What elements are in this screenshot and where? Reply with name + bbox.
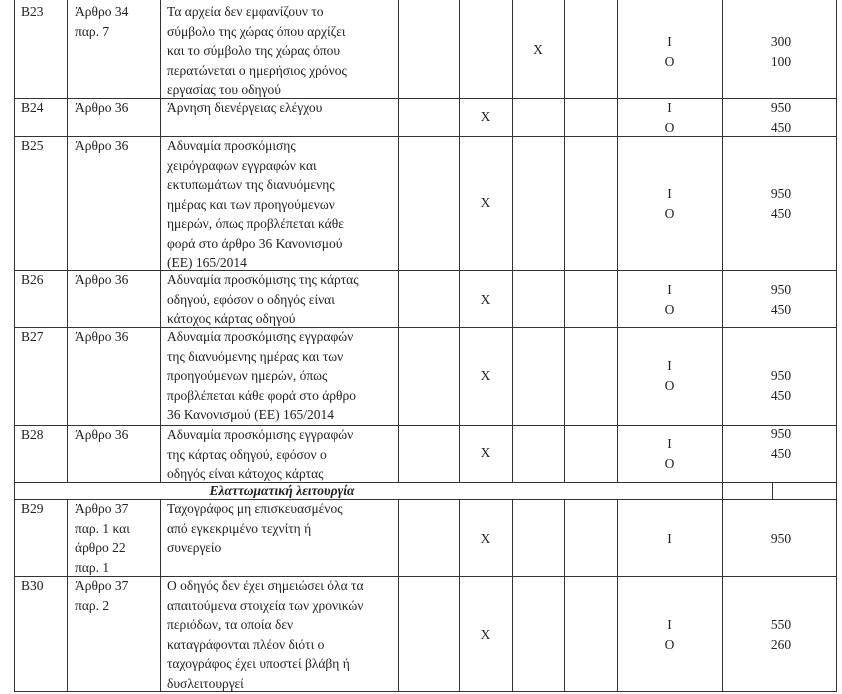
row-mark: X: [480, 368, 491, 383]
row-border: [14, 499, 837, 500]
row-border: [14, 691, 837, 692]
row-mark: X: [480, 531, 491, 546]
row-fines: 950 450: [770, 186, 792, 221]
row-description: Αδυναμία προσκόμισης εγγραφών της κάρτας οδηγού, εφόσον ο οδηγός είναι κάτοχος κάρτας: [167, 427, 354, 481]
row-code: B28: [21, 427, 44, 442]
column-border: [14, 0, 15, 692]
row-description: Τα αρχεία δεν εμφανίζουν το σύμβολο της χώρας όπου αρχίζει και το σύμβολο της χώρας όπου περατώνεται ο ημερήσιος χρόνος εργασίας του οδηγού: [167, 4, 347, 97]
row-levels: Ι Ο: [664, 282, 675, 317]
column-border: [617, 0, 618, 483]
row-fines: 950 450: [770, 100, 792, 135]
row-article: Άρθρο 36: [75, 100, 129, 115]
row-code: B26: [21, 272, 44, 287]
row-description: Άρνηση διενέργειας ελέγχου: [167, 100, 323, 115]
column-border: [67, 499, 68, 692]
column-border: [512, 0, 513, 483]
row-fines: 300 100: [770, 34, 792, 69]
section-heading: Ελαττωματική λειτουργία: [209, 483, 355, 498]
row-fines: 950: [770, 531, 792, 546]
row-mark: X: [533, 42, 543, 57]
row-article: Άρθρο 36: [75, 138, 129, 153]
row-mark: X: [480, 109, 491, 124]
row-article: Άρθρο 36: [75, 427, 129, 442]
column-border: [617, 499, 618, 692]
column-border: [67, 0, 68, 483]
row-levels: Ι: [667, 531, 672, 546]
column-border: [564, 499, 565, 692]
row-mark: X: [480, 195, 491, 210]
row-mark: X: [480, 292, 491, 307]
row-fines: 950 450: [770, 426, 792, 461]
row-description: Αδυναμία προσκόμισης της κάρτας οδηγού, εφόσον ο οδηγός είναι κάτοχος κάρτας οδηγού: [167, 272, 359, 326]
row-description: Ο οδηγός δεν έχει σημειώσει όλα τα απαιτούμενα στοιχεία των χρονικών περιόδων, τα οποία δεν καταγράφονται πλέον διότι ο ταχογράφος έχει υποστεί βλάβη ή δυσλειτουργεί: [167, 578, 364, 691]
column-border: [459, 499, 460, 692]
row-levels: Ι Ο: [664, 358, 675, 393]
column-border: [564, 0, 565, 483]
column-border: [772, 483, 773, 499]
row-article: Άρθρο 37 παρ. 1 και άρθρο 22 παρ. 1: [75, 501, 130, 575]
row-description: Αδυναμία προσκόμισης εγγραφών της διανυόμενης ημέρας και των προηγούμενων ημερών, όπως προβλέπεται κάθε φορά στο άρθρο 36 Κανονισμού (ΕΕ) 165/2014: [167, 329, 356, 422]
row-levels: Ι Ο: [664, 436, 675, 471]
row-article: Άρθρο 37 παρ. 2: [75, 578, 129, 613]
row-fines: 950 450: [770, 282, 792, 317]
row-article: Άρθρο 36: [75, 272, 129, 287]
row-code: B24: [21, 100, 44, 115]
row-levels: Ι Ο: [664, 186, 675, 221]
column-border: [160, 499, 161, 692]
row-description: Αδυναμία προσκόμισης χειρόγραφων εγγραφών και εκτυπωμάτων της διανυόμενης ημέρας και των προηγούμενων ημερών, όπως προβλέπεται κάθε φορά στο άρθρο 36 Κανονισμού (ΕΕ) 165/2014: [167, 138, 344, 270]
row-code: B27: [21, 329, 44, 344]
row-border: [14, 327, 837, 328]
row-border: [14, 270, 837, 271]
column-border: [836, 0, 837, 692]
row-fines: 950 450: [770, 368, 792, 403]
row-code: B29: [21, 501, 44, 516]
row-border: [14, 482, 837, 483]
row-levels: Ι Ο: [664, 100, 675, 135]
row-border: [14, 576, 837, 577]
column-border: [512, 499, 513, 692]
row-article: Άρθρο 36: [75, 329, 129, 344]
row-levels: Ι Ο: [664, 34, 675, 69]
column-border: [722, 0, 723, 692]
row-article: Άρθρο 34 παρ. 7: [75, 4, 129, 39]
row-levels: Ι Ο: [664, 617, 675, 652]
row-code: B25: [21, 138, 44, 153]
row-fines: 550 260: [770, 617, 792, 652]
row-description: Ταχογράφος μη επισκευασμένος από εγκεκριμένο τεχνίτη ή συνεργείο: [167, 501, 343, 555]
row-code: B23: [21, 4, 44, 19]
column-border: [398, 499, 399, 692]
row-mark: X: [480, 445, 491, 460]
row-border: [14, 425, 837, 426]
row-mark: X: [480, 627, 491, 642]
column-border: [398, 0, 399, 483]
row-code: B30: [21, 578, 44, 593]
column-border: [160, 0, 161, 483]
column-border: [459, 0, 460, 483]
